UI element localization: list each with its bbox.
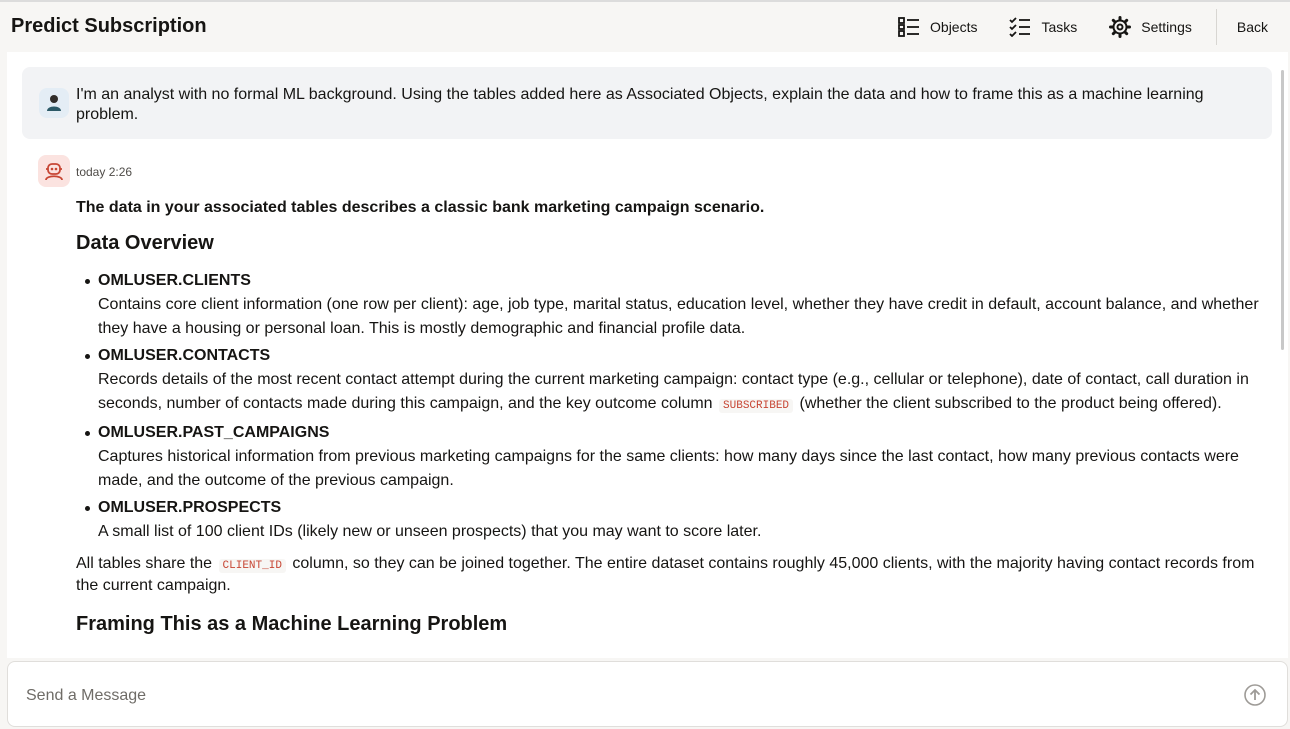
chat-panel[interactable] [7, 52, 1288, 658]
join-text-end: column, so they can be joined together. The entire dataset contains roughly 45,000 clients, with the majority having contact records from the current campaign. [76, 555, 1255, 594]
table-name: OMLUSER.PAST_CAMPAIGNS [98, 424, 330, 441]
message-timestamp: today 2:26 [76, 165, 133, 179]
settings-label: Settings [1141, 19, 1192, 35]
code-client-id: CLIENT_ID [219, 559, 286, 573]
tables-list [76, 269, 1266, 544]
overview-heading: Data Overview [76, 232, 214, 254]
assistant-message [76, 196, 1266, 650]
list-item [76, 496, 1266, 544]
list-item [76, 344, 1266, 418]
table-description: Contains core client information (one row per client): age, job type, marital status, education level, whether they have credit in default, account balance, and whether they have a housing or personal loan. This is mostly demographic and financial profile data. [98, 296, 1259, 337]
table-name: OMLUSER.PROSPECTS [98, 499, 282, 516]
message-composer [7, 661, 1288, 727]
tasks-checklist-icon [1009, 17, 1031, 37]
user-message [22, 67, 1272, 139]
settings-gear-icon [1109, 16, 1131, 38]
list-item [76, 421, 1266, 493]
list-item [76, 269, 1266, 341]
objects-label: Objects [930, 19, 978, 35]
objects-button[interactable] [882, 2, 993, 52]
join-paragraph [76, 554, 1266, 596]
table-description: Records details of the most recent contact attempt during the current marketing campaign: contact type (e.g., cellular or telephone), date of contact, call duration in seconds, number of contacts made during this campaign, and the key outcome column [98, 371, 1249, 412]
table-description-end: (whether the client subscribed to the product being offered). [799, 395, 1222, 412]
table-name: OMLUSER.CLIENTS [98, 272, 251, 289]
tasks-label: Tasks [1041, 19, 1078, 35]
nav-divider [1216, 9, 1217, 45]
user-message-text: I'm an analyst with no formal ML background. Using the tables added here as Associated Objects, explain the data and how to frame this as a machine learning problem. [76, 86, 1204, 123]
settings-button[interactable] [1093, 2, 1208, 52]
code-subscribed: SUBSCRIBED [719, 399, 793, 413]
objects-list-icon [898, 17, 920, 37]
table-description: A small list of 100 client IDs (likely new or unseen prospects) that you may want to score later. [98, 523, 762, 540]
nav-bar [882, 2, 1290, 52]
top-bar [0, 0, 1290, 52]
message-input[interactable] [26, 682, 1206, 710]
user-avatar [39, 88, 69, 118]
scrollbar[interactable] [1281, 70, 1284, 350]
send-arrow-icon[interactable] [1243, 683, 1267, 707]
user-icon [46, 94, 62, 112]
intro-text: The data in your associated tables describes a classic bank marketing campaign scenario. [76, 199, 765, 216]
back-button[interactable]: Back [1236, 19, 1268, 35]
tasks-button[interactable] [993, 2, 1093, 52]
assistant-robot-icon [44, 161, 64, 181]
join-text-start: All tables share the [76, 555, 213, 572]
table-description: Captures historical information from previous marketing campaigns for the same clients: how many days since the last contact, how many previous contacts were made, and the outcome of the previous campaign. [98, 448, 1239, 489]
app-title: Predict Subscription [11, 15, 207, 37]
table-name: OMLUSER.CONTACTS [98, 347, 271, 364]
framing-heading: Framing This as a Machine Learning Problem [76, 613, 508, 635]
assistant-avatar [38, 155, 70, 187]
